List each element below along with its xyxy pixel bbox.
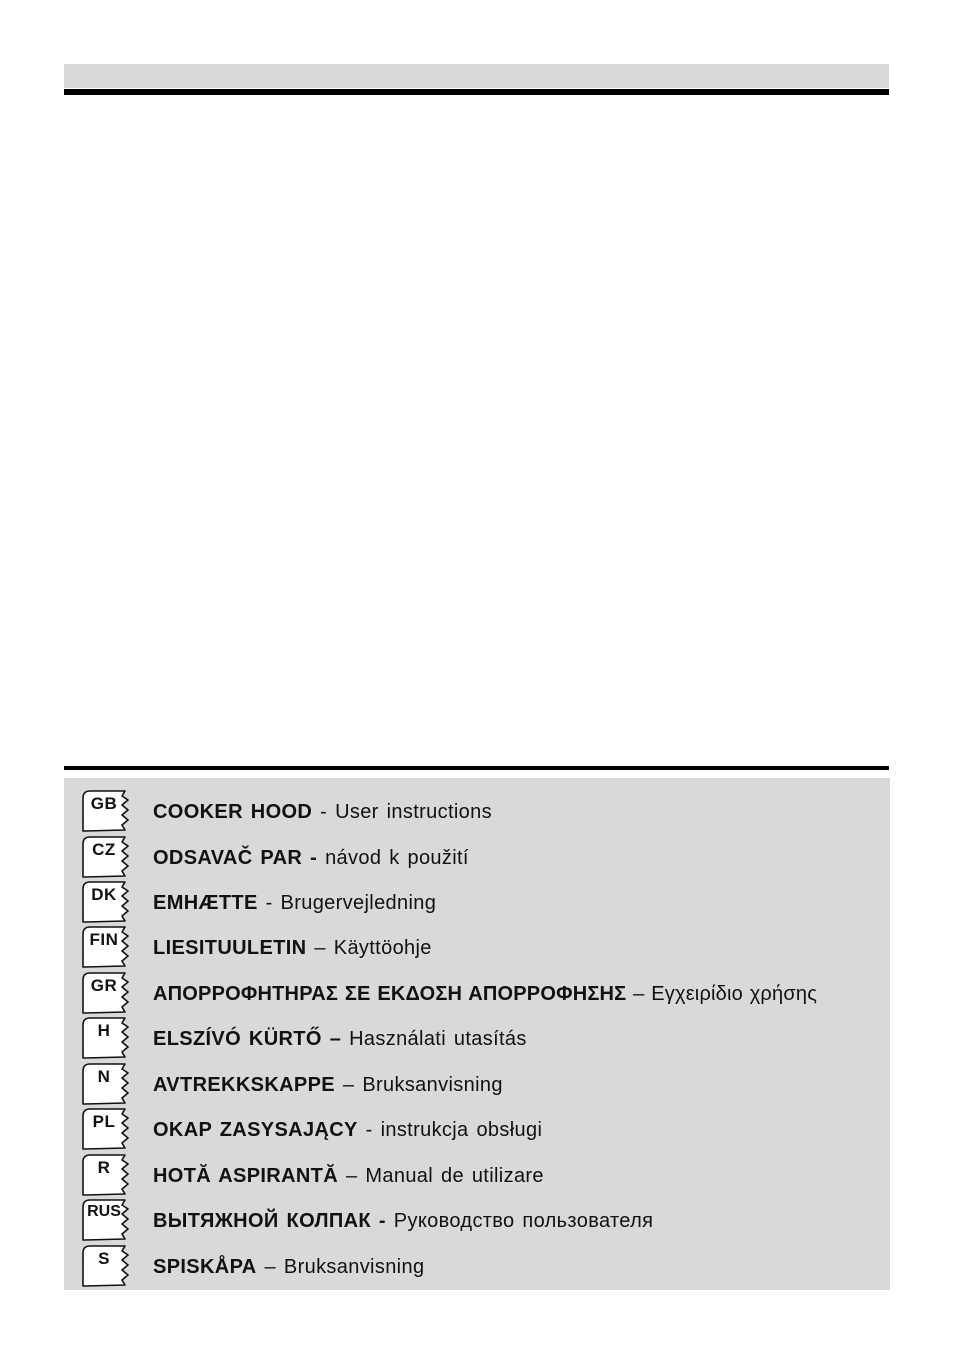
language-code: GR (90, 976, 118, 995)
product-title: AVTREKKSKAPPE (153, 1074, 335, 1096)
language-row-gb[interactable] (64, 786, 890, 832)
language-tab-n (81, 1062, 139, 1105)
language-label (153, 1165, 544, 1188)
manual-subtitle: návod k použití (325, 847, 469, 869)
language-tab-fin (81, 925, 139, 968)
language-tab-dk (81, 880, 139, 923)
separator: - (320, 801, 328, 823)
language-label (153, 1210, 653, 1233)
language-label (153, 1074, 503, 1097)
manual-subtitle: Manual de utilizare (365, 1165, 544, 1187)
header-rule (64, 89, 889, 95)
language-row-dk[interactable] (64, 877, 890, 923)
language-code: CZ (92, 840, 116, 859)
language-tab-gb (81, 789, 139, 832)
language-label (153, 1028, 527, 1051)
language-code: H (97, 1021, 111, 1040)
product-title: ELSZÍVÓ KÜRTŐ (153, 1028, 322, 1050)
language-code: DK (91, 885, 117, 904)
language-code: FIN (89, 930, 119, 949)
separator: – (314, 937, 326, 959)
language-code: N (97, 1067, 111, 1086)
language-label (153, 847, 469, 870)
language-tab-pl (81, 1107, 139, 1150)
manual-subtitle: Käyttöohje (333, 937, 432, 959)
language-row-pl[interactable] (64, 1104, 890, 1150)
product-title: ΑΠΟΡΡΟΦΗΤΗΡΑΣ ΣΕ ΕΚΔΟΣΗ ΑΠΟΡΡΟΦΗΣΗΣ (153, 983, 627, 1005)
manual-subtitle: instrukcja obsługi (380, 1119, 543, 1141)
separator: – (342, 1074, 355, 1096)
language-row-n[interactable] (64, 1059, 890, 1105)
separator: – (345, 1165, 358, 1187)
language-row-gr[interactable] (64, 968, 890, 1014)
manual-subtitle: Bruksanvisning (362, 1074, 503, 1096)
separator: - (310, 847, 318, 869)
separator: - (265, 892, 273, 914)
product-title: SPISKÅPA (153, 1256, 257, 1278)
language-tab-cz (81, 835, 139, 878)
product-title: COOKER HOOD (153, 801, 313, 823)
product-title: ВЫТЯЖНОЙ КОЛПАК (153, 1210, 371, 1232)
language-row-cz[interactable] (64, 832, 890, 878)
manual-subtitle: Bruksanvisning (283, 1256, 425, 1278)
header-band (64, 64, 889, 88)
separator: - (378, 1210, 386, 1232)
language-row-s[interactable] (64, 1241, 890, 1287)
manual-subtitle: Руководство пользователя (393, 1210, 654, 1232)
manual-subtitle: Εγχειρίδιο χρήσης (651, 983, 818, 1005)
product-title: HOTĂ ASPIRANTĂ (153, 1165, 339, 1187)
separator: – (633, 983, 645, 1005)
language-code: RUS (87, 1203, 121, 1220)
language-label (153, 801, 492, 824)
language-label (153, 937, 432, 960)
language-label (153, 983, 817, 1006)
language-code: GB (90, 794, 118, 813)
language-tab-rus (81, 1198, 139, 1241)
language-section-rule (64, 766, 889, 770)
language-tab-h (81, 1016, 139, 1059)
product-title: LIESITUULETIN (153, 937, 307, 959)
language-row-rus[interactable] (64, 1195, 890, 1241)
language-code: PL (92, 1112, 116, 1131)
language-label (153, 1119, 542, 1142)
language-code: R (97, 1158, 111, 1177)
product-title: EMHÆTTE (153, 892, 258, 914)
language-tab-r (81, 1153, 139, 1196)
language-row-r[interactable] (64, 1150, 890, 1196)
separator: - (365, 1119, 373, 1141)
product-title: ODSAVAČ PAR (153, 847, 303, 869)
separator: – (329, 1028, 342, 1050)
language-row-h[interactable] (64, 1013, 890, 1059)
language-tab-gr (81, 971, 139, 1014)
product-title: OKAP ZASYSAJĄCY (153, 1119, 358, 1141)
language-label (153, 1256, 424, 1279)
language-code: S (98, 1249, 110, 1268)
separator: – (264, 1256, 276, 1278)
language-row-fin[interactable] (64, 922, 890, 968)
manual-subtitle: Használati utasítás (349, 1028, 527, 1050)
language-list (64, 778, 890, 1290)
language-tab-s (81, 1244, 139, 1287)
manual-subtitle: User instructions (335, 801, 492, 823)
manual-subtitle: Brugervejledning (280, 892, 437, 914)
language-label (153, 892, 436, 915)
